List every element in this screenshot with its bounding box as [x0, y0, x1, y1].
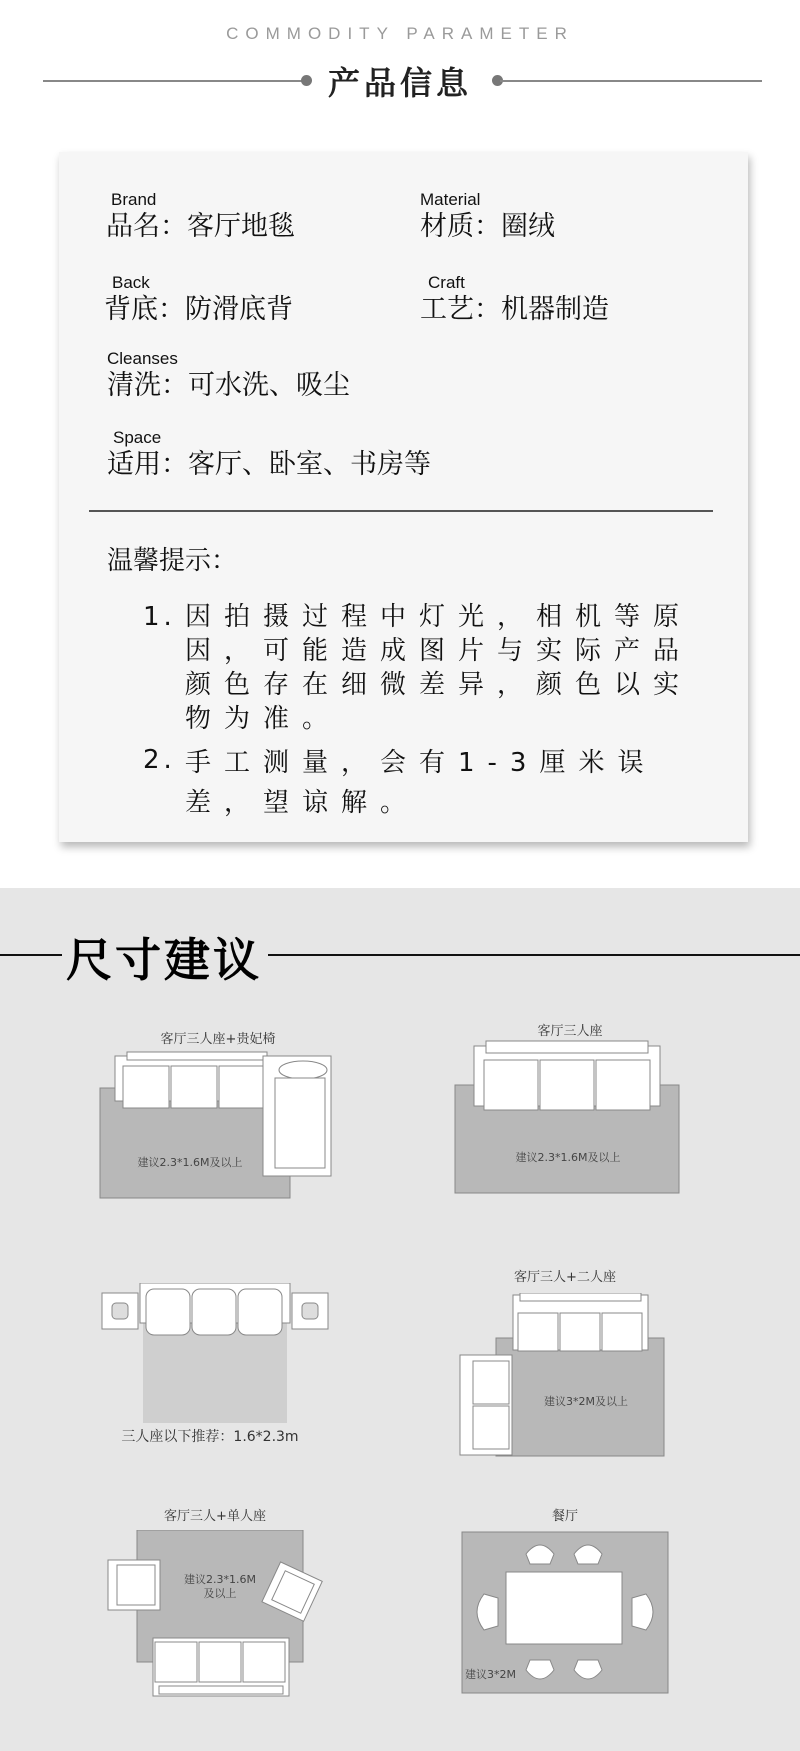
diagram-sofa-chaise: [95, 1048, 335, 1208]
diagram-three-seat: [452, 1040, 682, 1195]
diagram-2-rug-text: 建议2.3*1.6M及以上: [515, 1151, 621, 1164]
diagram-2-title: 客厅三人座: [537, 1024, 603, 1039]
diagram-1-title: 客厅三人座+贵妃椅: [160, 1032, 276, 1047]
product-info-card: [59, 152, 748, 842]
param-cleanses-en: Cleanses: [107, 349, 178, 368]
param-back-en: Back: [112, 273, 150, 292]
diagram-three-single-seat: [105, 1530, 335, 1700]
size-title-line-left: [0, 954, 62, 956]
size-title-line-right: [268, 954, 800, 956]
diagram-5-rug-text: 建议2.3*1.6M 及以上: [184, 1573, 256, 1600]
tip-2-text: 手工测量，会有1-3厘米误差，望谅解。: [185, 748, 657, 818]
diagram-1-rug-text: 建议2.3*1.6M及以上: [137, 1156, 243, 1169]
tips-title: 温馨提示：: [107, 546, 238, 576]
size-section-title: 尺寸建议: [66, 933, 262, 987]
param-material-cn: 材质：圈绒: [420, 211, 555, 242]
header-chinese-title: 产品信息: [327, 64, 472, 102]
param-space: [107, 428, 431, 482]
param-material-en: Material: [420, 190, 481, 209]
param-cleanses-cn: 清洗：可水洗、吸尘: [107, 370, 350, 401]
param-craft-en: Craft: [428, 273, 465, 292]
param-back-cn: 背底：防滑底背: [104, 294, 293, 325]
size-suggestion-section: [0, 888, 800, 1751]
diagram-sofa-end-tables: [100, 1283, 330, 1423]
param-cleanses: [107, 349, 350, 403]
diagram-5-title: 客厅三人+单人座: [164, 1509, 266, 1524]
param-brand-cn: 品名：客厅地毯: [106, 211, 295, 242]
param-space-en: Space: [113, 428, 162, 447]
diagram-4-rug-text: 建议3*2M及以上: [544, 1395, 628, 1408]
param-craft-cn: 工艺：机器制造: [420, 294, 609, 325]
diagram-3-title: 三人座以下推荐：1.6*2.3m: [121, 1429, 299, 1445]
param-material: [420, 190, 555, 244]
param-back: [104, 273, 293, 327]
diagram-6-title: 餐厅: [551, 1509, 578, 1524]
param-space-cn: 适用：客厅、卧室、书房等: [107, 449, 431, 480]
tip-2-number: 2.: [143, 745, 176, 775]
param-craft: [420, 273, 609, 327]
diagram-4-title: 客厅三人+二人座: [514, 1270, 616, 1285]
diagram-6-rug-text: 建议3*2M: [465, 1668, 516, 1681]
param-brand-en: Brand: [111, 190, 157, 209]
header-english-title: COMMODITY PARAMETER: [226, 24, 574, 43]
tip-1-text: 因拍摄过程中灯光，相机等原因，可能造成图片与实际产品颜色存在细微差异，颜色以实物为准。: [185, 602, 693, 734]
card-divider: [89, 510, 713, 512]
tip-1-number: 1.: [143, 602, 176, 632]
diagram-three-two-seat: [458, 1293, 668, 1458]
param-brand: [106, 190, 295, 244]
header-line-right: [500, 80, 762, 82]
